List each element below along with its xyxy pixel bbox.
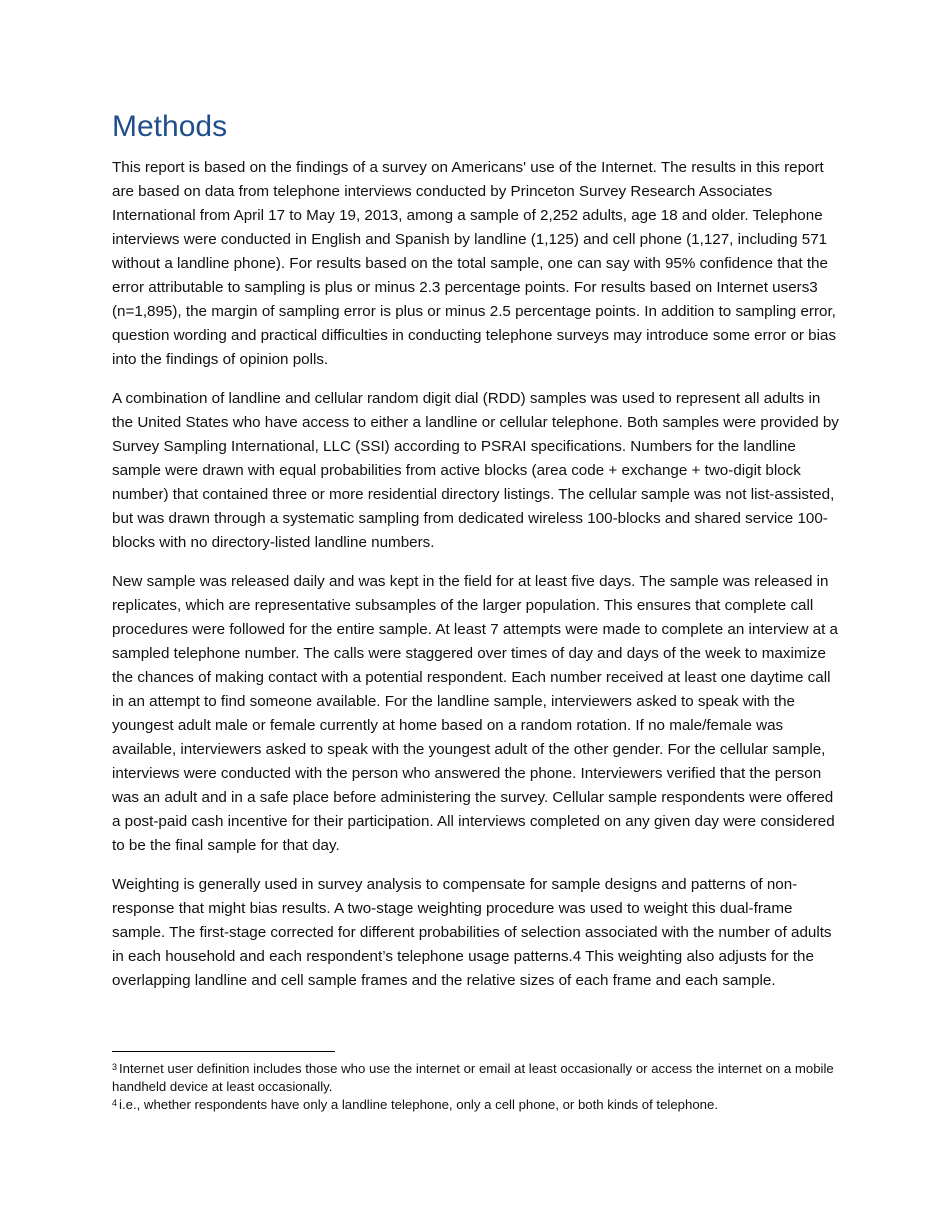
paragraph-sample-design: A combination of landline and cellular random digit dial (RDD) samples was used to represent all adults in the United States who have access to either a landline or cellular telephone. Both samples were provided by Survey Sampling International, LLC (SSI) according to PSRAI specifications. Numbers for the landline sample were drawn with equal probabilities from active blocks (area code + exchange + two-digit block number) that contained three or more residential directory listings. The cellular sample was not list-assisted, but was drawn through a systematic sampling from dedicated wireless 100-blocks and shared service 100-blocks with no directory-listed landline numbers. [112, 390, 839, 551]
footnote-text: Internet user definition includes those who use the internet or email at least occasionally or access the internet on a mobile handheld device at least occasionally. [112, 1061, 834, 1094]
paragraph-survey-overview: This report is based on the findings of a survey on Americans' use of the Internet. The results in this report are based on data from telephone interviews conducted by Princeton Survey Research Associates International from April 17 to May 19, 2013, among a sample of 2,252 adults, age 18 and older. Telephone interviews were conducted in English and Spanish by landline (1,125) and cell phone (1,127, including 571 without a landline phone). For results based on the total sample, one can say with 95% confidence that the error attributable to sampling is plus or minus 2.3 percentage points. For results based on Internet users3 (n=1,895), the margin of sampling error is plus or minus 2.5 percentage points. In addition to sampling error, question wording and practical difficulties in conducting telephone surveys may introduce some error or bias into the findings of opinion polls. [112, 159, 837, 368]
paragraph-field-procedures: New sample was released daily and was kept in the field for at least five days. The sample was released in replicates, which are representative subsamples of the larger population. This ensures that complete call procedures were followed for the entire sample. At least 7 attempts were made to complete an interview at a sampled telephone number. The calls were staggered over times of day and days of the week to maximize the chances of making contact with a potential respondent. Each number received at least one daytime call in an attempt to find someone available. For the landline sample, interviewers asked to speak with the youngest adult male or female currently at home based on a random rotation. If no male/female was available, interviewers asked to speak with the youngest adult of the other gender. For the cellular sample, interviews were conducted with the person who answered the phone. Interviewers verified that the person was an adult and in a safe place before administering the survey. Cellular sample respondents were offered a post-paid cash incentive for their participation. All interviews completed on any given day were considered to be the final sample for that day. [112, 573, 838, 854]
paragraph-weighting: Weighting is generally used in survey analysis to compensate for sample designs and patterns of non-response that might bias results. A two-stage weighting procedure was used to weight this dual-frame sample. The first-stage corrected for different probabilities of selection associated with the number of adults in each household and each respondent’s telephone usage patterns.4 This weighting also adjusts for the overlapping landline and cell sample frames and the relative sizes of each frame and each sample. [112, 876, 832, 989]
document-body [112, 108, 842, 1008]
footnote-separator [112, 1051, 335, 1052]
footnote-marker: 4 [112, 1098, 118, 1108]
footnotes [112, 1051, 842, 1114]
footnote-marker: 3 [112, 1062, 118, 1072]
footnote-3 [112, 1060, 842, 1096]
footnote-text: i.e., whether respondents have only a landline telephone, only a cell phone, or both kinds of telephone. [119, 1097, 718, 1112]
footnote-4 [112, 1096, 842, 1114]
page-title: Methods [112, 110, 228, 143]
